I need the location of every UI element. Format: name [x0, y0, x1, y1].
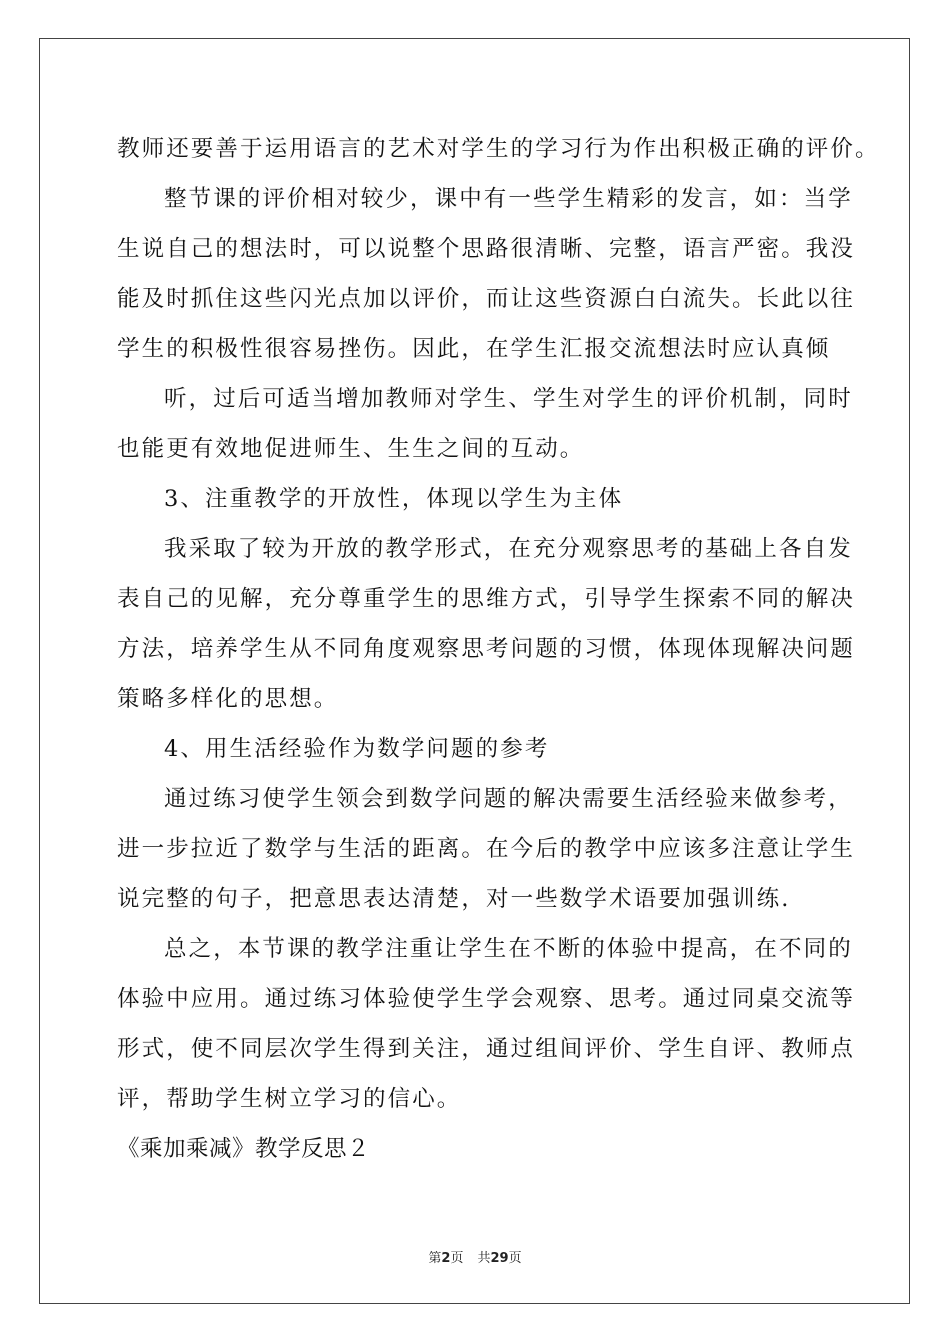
section-heading: 4、用生活经验作为数学问题的参考 — [164, 736, 550, 762]
text-line: 方法，培养学生从不同角度观察思考问题的习惯，体现体现解决问题 — [117, 636, 856, 662]
footer-total-pages: 29 — [490, 1251, 509, 1266]
text-line: 生说自己的想法时，可以说整个思路很清晰、完整，语言严密。我没 — [117, 236, 856, 262]
document-title: 《乘加乘减》教学反思２ — [117, 1136, 371, 1162]
text-line: 能及时抓住这些闪光点加以评价，而让这些资源白白流失。长此以往 — [117, 286, 856, 312]
section-heading: 3、注重教学的开放性，体现以学生为主体 — [164, 486, 624, 512]
page-footer — [0, 1247, 950, 1266]
text-line: 学生的积极性很容易挫伤。因此，在学生汇报交流想法时应认真倾 — [117, 336, 831, 362]
footer-page-number: 2 — [441, 1251, 451, 1266]
text-line: 也能更有效地促进师生、生生之间的互动。 — [117, 436, 585, 462]
text-line: 总之，本节课的教学注重让学生在不断的体验中提高，在不同的 — [164, 936, 853, 962]
text-line: 整节课的评价相对较少，课中有一些学生精彩的发言，如：当学 — [164, 186, 853, 212]
footer-page-prefix: 第 — [428, 1251, 442, 1266]
text-line: 体验中应用。通过练习体验使学生学会观察、思考。通过同桌交流等 — [117, 986, 856, 1012]
footer-total-suffix: 页 — [508, 1251, 522, 1266]
text-line: 进一步拉近了数学与生活的距离。在今后的教学中应该多注意让学生 — [117, 836, 856, 862]
footer-total-prefix: 共 — [477, 1251, 491, 1266]
text-line: 评，帮助学生树立学习的信心。 — [117, 1086, 462, 1112]
text-line: 教师还要善于运用语言的艺术对学生的学习行为作出积极正确的评价。 — [117, 136, 880, 162]
text-line: 我采取了较为开放的教学形式，在充分观察思考的基础上各自发 — [164, 536, 853, 562]
document-body — [117, 124, 880, 1174]
text-line: 表自己的见解，充分尊重学生的思维方式，引导学生探索不同的解决 — [117, 586, 856, 612]
text-line: 听，过后可适当增加教师对学生、学生对学生的评价机制，同时 — [164, 386, 853, 412]
text-line: 通过练习使学生领会到数学问题的解决需要生活经验来做参考， — [164, 786, 853, 812]
text-line: 说完整的句子，把意思表达清楚，对一些数学术语要加强训练. — [117, 886, 791, 912]
text-line: 策略多样化的思想。 — [117, 686, 339, 712]
text-line: 形式，使不同层次学生得到关注，通过组间评价、学生自评、教师点 — [117, 1036, 856, 1062]
footer-page-suffix: 页 — [450, 1251, 464, 1266]
